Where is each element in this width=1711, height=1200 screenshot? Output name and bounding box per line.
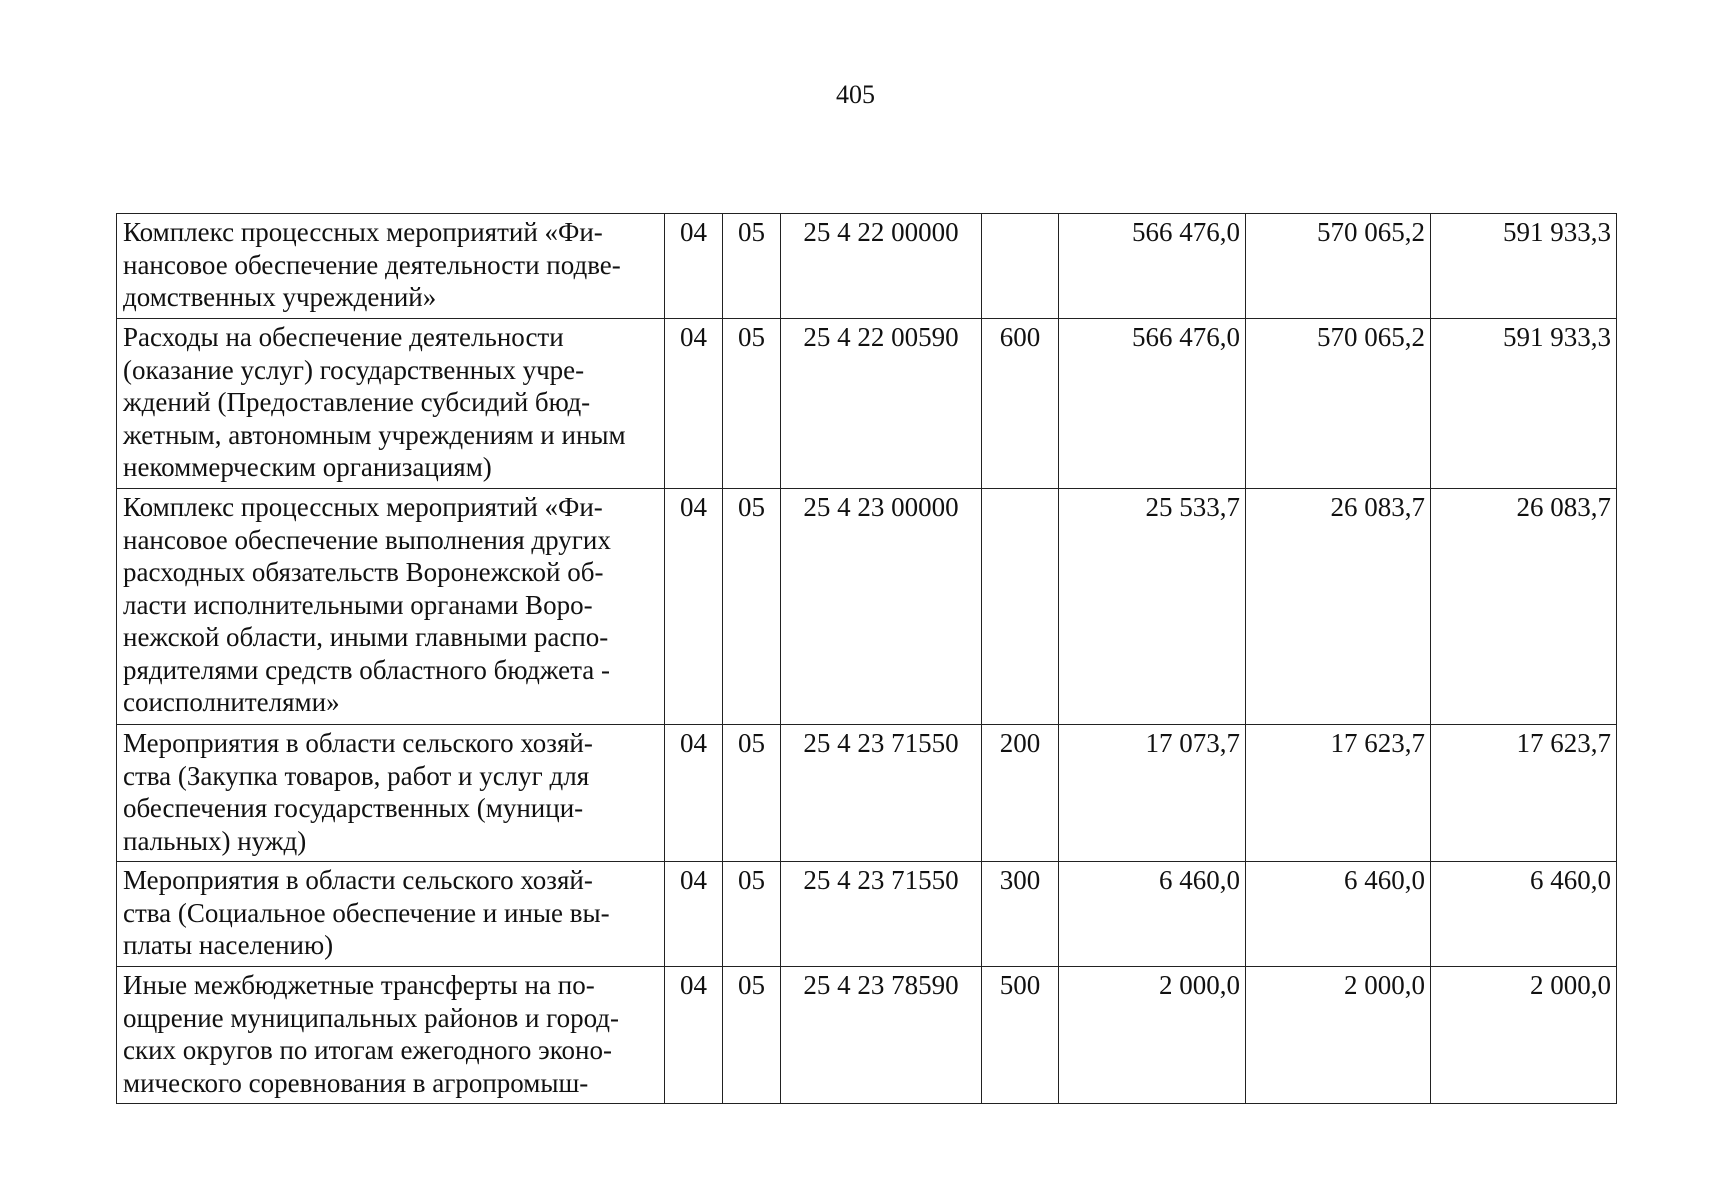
- amount-year3-cell: 26 083,7: [1431, 489, 1617, 725]
- target-article-cell: 25 4 22 00590: [781, 319, 982, 489]
- amount-year1-cell: 17 073,7: [1059, 725, 1246, 862]
- target-article-cell: 25 4 23 00000: [781, 489, 982, 725]
- table-row: [117, 967, 1617, 1104]
- table-row: [117, 214, 1617, 319]
- section-code-cell: 04: [665, 319, 723, 489]
- amount-year3-cell: 591 933,3: [1431, 214, 1617, 319]
- amount-year1-cell: 2 000,0: [1059, 967, 1246, 1104]
- expense-type-cell: [982, 214, 1059, 319]
- subsection-code-cell: 05: [723, 319, 781, 489]
- table-row: [117, 725, 1617, 862]
- amount-year3-cell: 6 460,0: [1431, 862, 1617, 967]
- amount-year1-cell: 25 533,7: [1059, 489, 1246, 725]
- page-number: 405: [836, 80, 875, 109]
- row-name-cell: Иные межбюджетные трансферты на по- ощрение муниципальных районов и город- ских округов по итогам ежегодного эконо- мического соревнования в агропромыш-: [117, 967, 665, 1104]
- amount-year3-cell: 591 933,3: [1431, 319, 1617, 489]
- target-article-cell: 25 4 23 78590: [781, 967, 982, 1104]
- amount-year1-cell: 566 476,0: [1059, 319, 1246, 489]
- amount-year2-cell: 570 065,2: [1246, 319, 1431, 489]
- subsection-code-cell: 05: [723, 725, 781, 862]
- subsection-code-cell: 05: [723, 967, 781, 1104]
- target-article-cell: 25 4 22 00000: [781, 214, 982, 319]
- table-row: [117, 319, 1617, 489]
- expense-type-cell: [982, 489, 1059, 725]
- section-code-cell: 04: [665, 725, 723, 862]
- section-code-cell: 04: [665, 214, 723, 319]
- subsection-code-cell: 05: [723, 214, 781, 319]
- amount-year1-cell: 6 460,0: [1059, 862, 1246, 967]
- table-row: [117, 862, 1617, 967]
- row-name-cell: Расходы на обеспечение деятельности (оказание услуг) государственных учре- ждений (Предоставление субсидий бюд- жетным, автономным учреждениям и иным некоммерческим организациям): [117, 319, 665, 489]
- section-code-cell: 04: [665, 967, 723, 1104]
- section-code-cell: 04: [665, 862, 723, 967]
- row-name-cell: Комплекс процессных мероприятий «Фи- нансовое обеспечение деятельности подве- домственных учреждений»: [117, 214, 665, 319]
- table-body: [117, 214, 1617, 1104]
- section-code-cell: 04: [665, 489, 723, 725]
- target-article-cell: 25 4 23 71550: [781, 862, 982, 967]
- amount-year2-cell: 2 000,0: [1246, 967, 1431, 1104]
- amount-year3-cell: 17 623,7: [1431, 725, 1617, 862]
- amount-year2-cell: 26 083,7: [1246, 489, 1431, 725]
- amount-year3-cell: 2 000,0: [1431, 967, 1617, 1104]
- amount-year2-cell: 6 460,0: [1246, 862, 1431, 967]
- expense-type-cell: 600: [982, 319, 1059, 489]
- budget-table: [116, 213, 1617, 1104]
- amount-year1-cell: 566 476,0: [1059, 214, 1246, 319]
- row-name-cell: Мероприятия в области сельского хозяй- ства (Социальное обеспечение и иные вы- платы населению): [117, 862, 665, 967]
- row-name-cell: Мероприятия в области сельского хозяй- ства (Закупка товаров, работ и услуг для обеспечения государственных (муници- пальных) нужд): [117, 725, 665, 862]
- expense-type-cell: 200: [982, 725, 1059, 862]
- subsection-code-cell: 05: [723, 489, 781, 725]
- table-row: [117, 489, 1617, 725]
- subsection-code-cell: 05: [723, 862, 781, 967]
- expense-type-cell: 300: [982, 862, 1059, 967]
- amount-year2-cell: 17 623,7: [1246, 725, 1431, 862]
- amount-year2-cell: 570 065,2: [1246, 214, 1431, 319]
- row-name-cell: Комплекс процессных мероприятий «Фи- нансовое обеспечение выполнения других расходных обязательств Воронежской об- ласти исполнительными органами Воро- нежской области, иными главными распо- рядителями средств областного бюджета - соисполнителями»: [117, 489, 665, 725]
- expense-type-cell: 500: [982, 967, 1059, 1104]
- target-article-cell: 25 4 23 71550: [781, 725, 982, 862]
